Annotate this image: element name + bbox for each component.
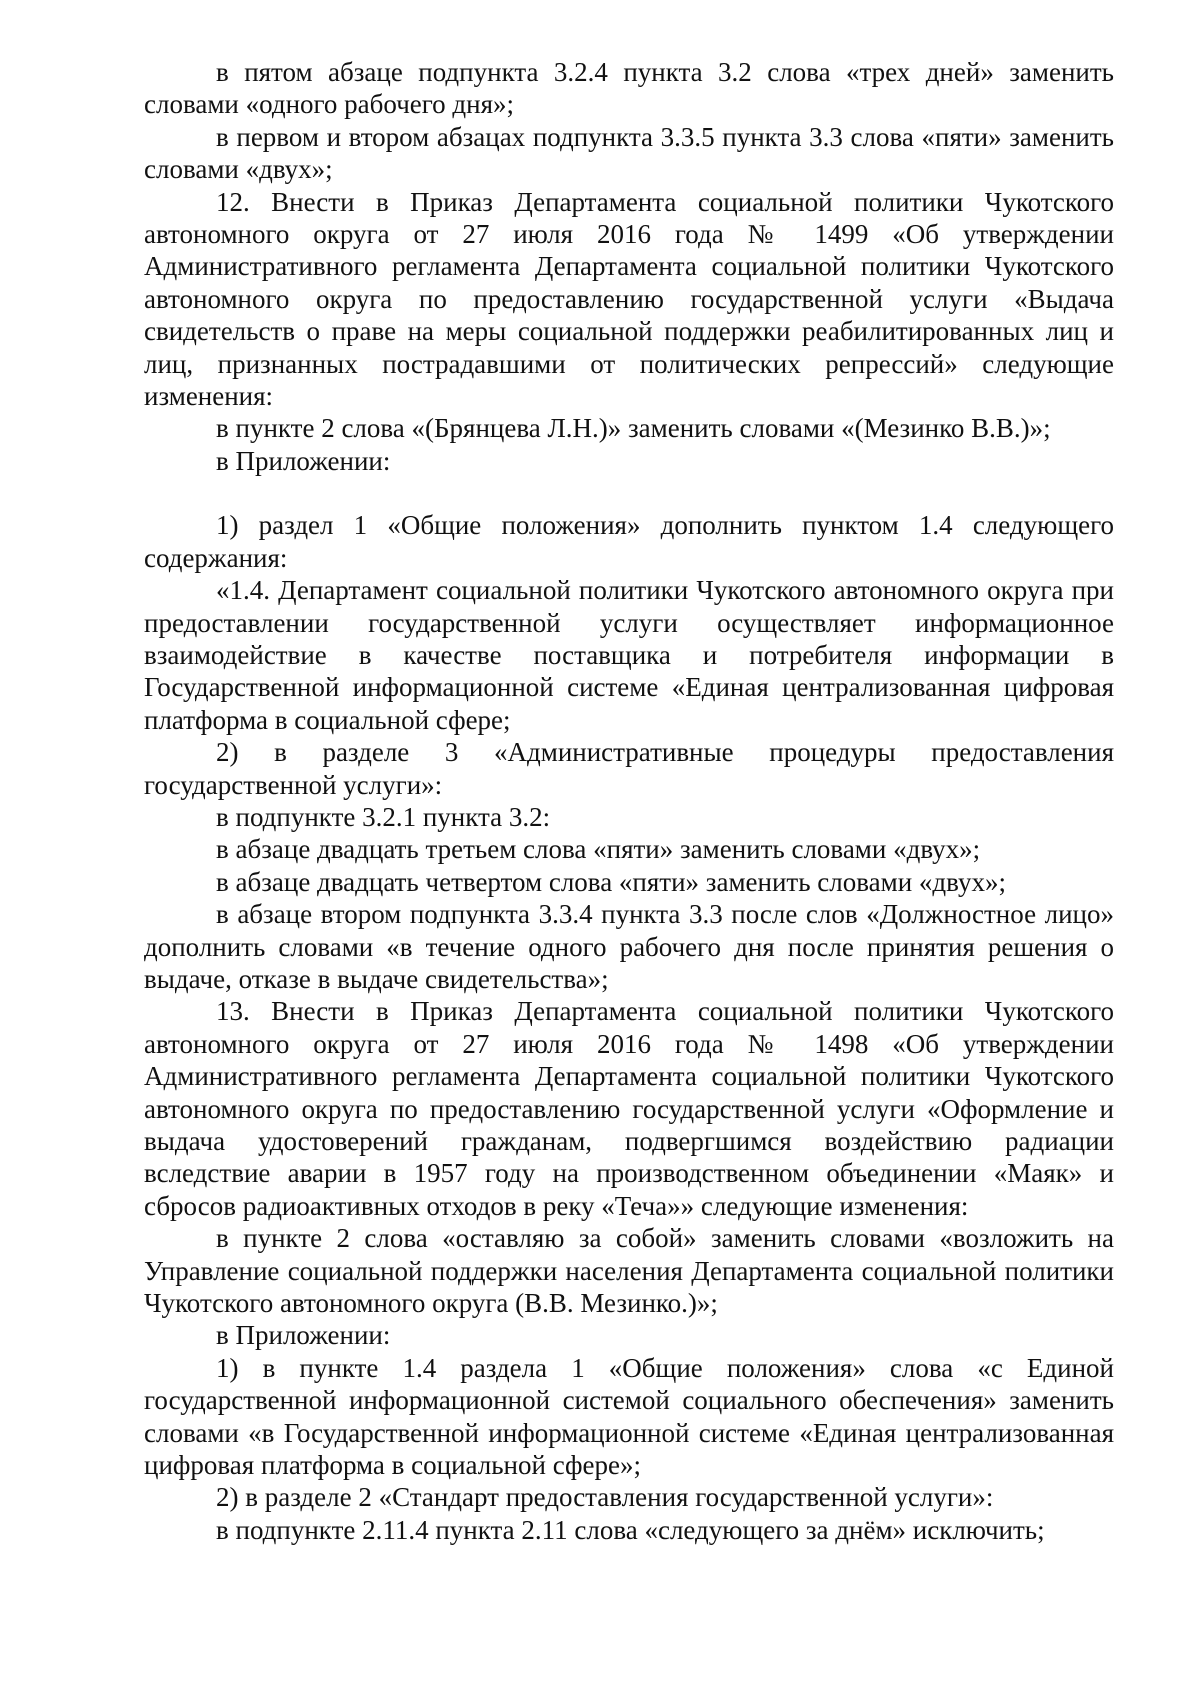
document-body xyxy=(144,56,1114,1546)
paragraph-item-12: 12. Внести в Приказ Департамента социальной политики Чукотского автономного округа от 27 июля 2016 года № 1499 «Об утверждении Административного регламента Департамента социальной политики Чукотского автономного округа по предоставлению государственной услуги «Выдача свидетельств о праве на меры социальной поддержки реабилитированных лиц и лиц, признанных пострадавшими от политических репрессий» следующие изменения: xyxy=(144,186,1114,412)
paragraph: 1) раздел 1 «Общие положения» дополнить пунктом 1.4 следующего содержания: xyxy=(144,510,1114,573)
paragraph: в подпункте 2.11.4 пункта 2.11 слова «следующего за днём» исключить; xyxy=(216,1514,1045,1545)
paragraph: 2) в разделе 2 «Стандарт предоставления государственной услуги»: xyxy=(216,1482,994,1513)
paragraph: в пункте 2 слова «(Брянцева Л.Н.)» заменить словами «(Мезинко В.В.)»; xyxy=(216,413,1051,444)
paragraph: в абзаце двадцать четвертом слова «пяти» заменить словами «двух»; xyxy=(216,866,1006,897)
paragraph: «1.4. Департамент социальной политики Чукотского автономного округа при предоставлении государственной услуги осуществляет информационное взаимодействие в качестве поставщика и потребителя информации в Государственной информационной системе «Единая централизованная цифровая платформа в социальной сфере; xyxy=(144,575,1114,735)
paragraph-annex-heading: в Приложении: xyxy=(216,1320,391,1351)
paragraph-item-13: 13. Внести в Приказ Департамента социальной политики Чукотского автономного округа от 27 июля 2016 года № 1498 «Об утверждении Административного регламента Департамента социальной политики Чукотского автономного округа по предоставлению государственной услуги «Оформление и выдача удостоверений гражданам, подвергшимся воздействию радиации вследствие аварии в 1957 году на производственном объединении «Маяк» и сбросов радиоактивных отходов в реку «Теча»» следующие изменения: xyxy=(144,996,1114,1221)
blank-line xyxy=(144,477,1114,509)
paragraph: 2) в разделе 3 «Административные процедуры предоставления государственной услуги»: xyxy=(144,737,1114,800)
paragraph: в пункте 2 слова «оставляю за собой» заменить словами «возложить на Управление социальной поддержки населения Департамента социальной политики Чукотского автономного округа (В.В. Мезинко.)»; xyxy=(144,1223,1114,1319)
paragraph: 1) в пункте 1.4 раздела 1 «Общие положения» слова «с Единой государственной информационной системой социального обеспечения» заменить словами «в Государственной информационной системе «Единая централизованная цифровая платформа в социальной сфере»; xyxy=(144,1352,1114,1481)
paragraph: в первом и втором абзацах подпункта 3.3.5 пункта 3.3 слова «пяти» заменить словами «двух»; xyxy=(144,121,1114,185)
paragraph: в абзаце втором подпункта 3.3.4 пункта 3.3 после слов «Должностное лицо» дополнить словами «в течение одного рабочего дня после принятия решения о выдаче, отказе в выдаче свидетельства»; xyxy=(144,899,1114,994)
paragraph: в подпункте 3.2.1 пункта 3.2: xyxy=(216,801,551,832)
paragraph: в абзаце двадцать третьем слова «пяти» заменить словами «двух»; xyxy=(216,834,981,865)
paragraph: в пятом абзаце подпункта 3.2.4 пункта 3.2 слова «трех дней» заменить словами «одного рабочего дня»; xyxy=(144,57,1114,120)
paragraph-annex-heading: в Приложении: xyxy=(216,445,391,476)
